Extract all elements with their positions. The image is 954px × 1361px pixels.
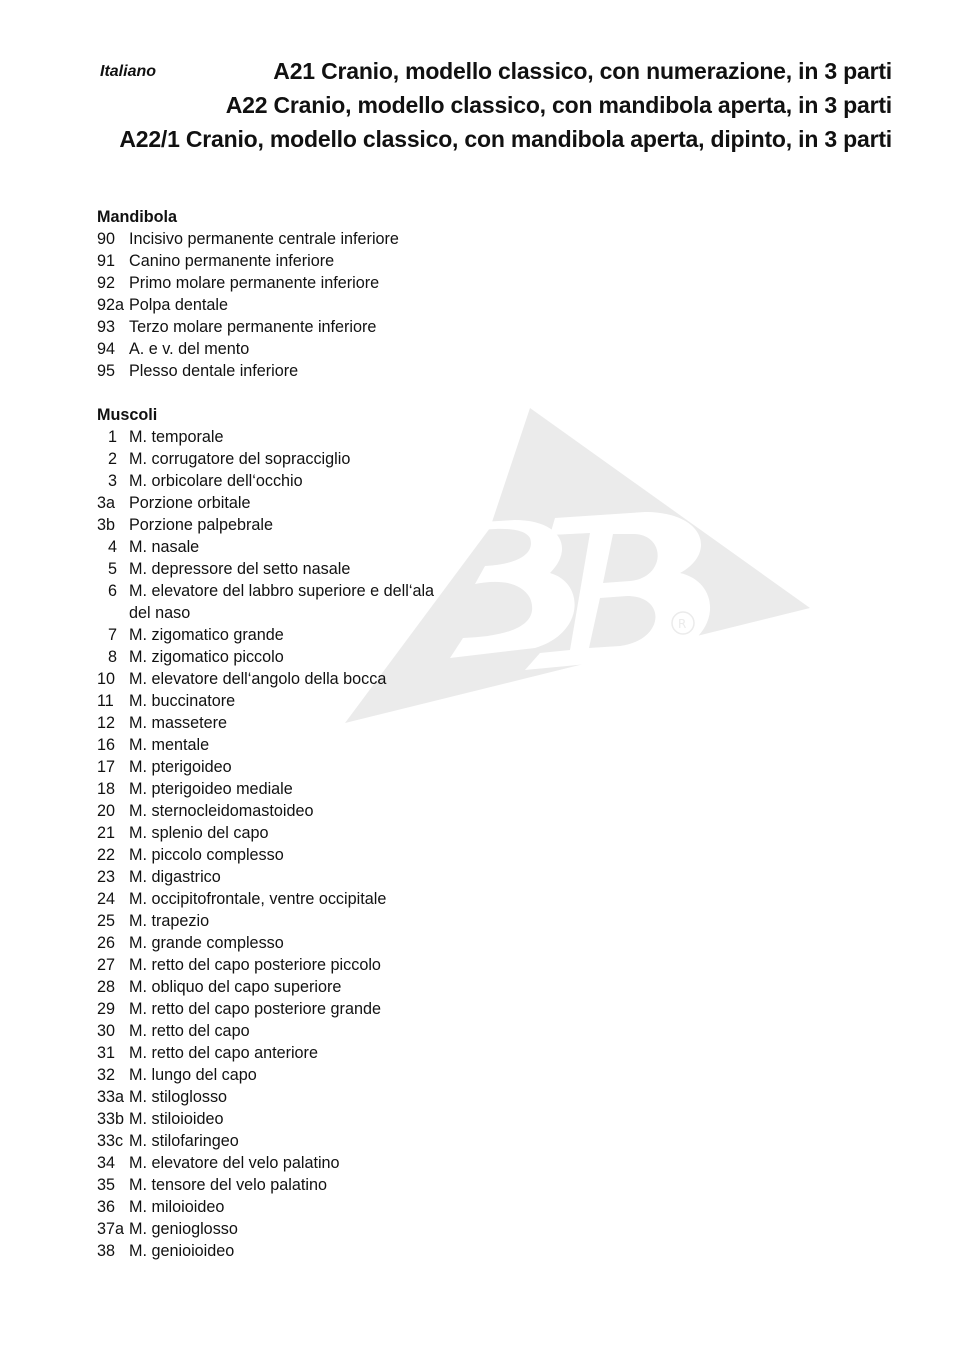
item-label: M. sternocleidomastoideo xyxy=(129,802,314,820)
list-item xyxy=(97,932,459,954)
item-number: 23 xyxy=(97,868,116,886)
list-item xyxy=(97,646,459,668)
list-item xyxy=(97,888,459,910)
item-number: 92 xyxy=(97,274,116,292)
item-label: Porzione orbitale xyxy=(129,494,251,512)
item-label: M. retto del capo anteriore xyxy=(129,1044,318,1062)
item-number: 27 xyxy=(97,956,116,974)
item-label: M. tensore del velo palatino xyxy=(129,1176,327,1194)
item-number: 32 xyxy=(97,1066,116,1084)
item-number: 37a xyxy=(97,1220,125,1238)
item-number: 24 xyxy=(97,890,116,908)
item-label: Polpa dentale xyxy=(129,296,229,314)
item-number: 31 xyxy=(97,1044,116,1062)
list-item xyxy=(97,668,459,690)
list-item xyxy=(97,756,459,778)
list-item xyxy=(97,624,459,646)
item-number: 38 xyxy=(97,1242,116,1260)
item-number: 1 xyxy=(107,428,117,446)
list-item xyxy=(97,426,459,448)
item-number: 26 xyxy=(97,934,116,952)
item-number: 10 xyxy=(97,670,116,688)
list-item xyxy=(97,1196,459,1218)
list-item xyxy=(97,976,459,998)
item-number: 2 xyxy=(107,450,117,468)
list-item xyxy=(97,800,459,822)
item-number: 36 xyxy=(97,1198,116,1216)
list-item xyxy=(97,844,459,866)
item-number: 29 xyxy=(97,1000,116,1018)
item-number: 90 xyxy=(97,230,116,248)
item-label: M. depressore del setto nasale xyxy=(129,560,351,578)
item-number: 95 xyxy=(97,362,116,380)
list-item xyxy=(97,580,459,624)
item-label: Primo molare permanente inferiore xyxy=(129,274,380,292)
section-mandibola xyxy=(97,206,459,382)
document-titles xyxy=(119,54,892,156)
item-label: Incisivo permanente centrale inferiore xyxy=(129,230,399,248)
language-label: Italiano xyxy=(100,63,157,80)
item-label: Terzo molare permanente inferiore xyxy=(129,318,377,336)
list-item xyxy=(97,448,459,470)
item-label: M. corrugatore del sopracciglio xyxy=(129,450,351,468)
item-number: 3a xyxy=(97,494,116,512)
item-label: M. genioioideo xyxy=(129,1242,235,1260)
section-heading: Mandibola xyxy=(97,208,178,226)
item-label: M. obliquo del capo superiore xyxy=(129,978,342,996)
list-item xyxy=(97,1108,459,1130)
item-number: 22 xyxy=(97,846,116,864)
list-item xyxy=(97,1130,459,1152)
item-label: M. elevatore dell‘angolo della bocca xyxy=(129,670,387,688)
item-number: 33b xyxy=(97,1110,125,1128)
item-label: Canino permanente inferiore xyxy=(129,252,335,270)
item-label: M. stiloglosso xyxy=(129,1088,228,1106)
item-number: 3b xyxy=(97,516,116,534)
item-number: 16 xyxy=(97,736,116,754)
item-number: 4 xyxy=(107,538,117,556)
item-label: M. elevatore del velo palatino xyxy=(129,1154,340,1172)
item-label: M. stiloioideo xyxy=(129,1110,224,1128)
title-a21: A21 Cranio, modello classico, con numerazione, in 3 parti xyxy=(273,58,892,84)
section-heading: Muscoli xyxy=(97,406,158,424)
item-number: 11 xyxy=(97,692,114,710)
item-number: 92a xyxy=(97,296,125,314)
title-a22-1: A22/1 Cranio, modello classico, con mandibola aperta, dipinto, in 3 parti xyxy=(119,126,892,152)
list-item xyxy=(97,866,459,888)
list-item xyxy=(97,822,459,844)
list-item xyxy=(97,492,459,514)
list-item xyxy=(97,514,459,536)
list-item xyxy=(97,1174,459,1196)
list-item xyxy=(97,536,459,558)
item-number: 7 xyxy=(107,626,117,644)
item-label: Porzione palpebrale xyxy=(129,516,273,534)
item-label: M. genioglosso xyxy=(129,1220,238,1238)
content xyxy=(97,206,459,1284)
list-item xyxy=(97,1152,459,1174)
item-number: 35 xyxy=(97,1176,116,1194)
item-label: M. digastrico xyxy=(129,868,221,886)
item-number: 33c xyxy=(97,1132,124,1150)
item-label: M. occipitofrontale, ventre occipitale xyxy=(129,890,387,908)
section-muscoli xyxy=(97,404,459,1262)
item-number: 91 xyxy=(97,252,116,270)
item-label: A. e v. del mento xyxy=(129,340,250,358)
list-item xyxy=(97,1218,459,1240)
item-label: M. lungo del capo xyxy=(129,1066,257,1084)
item-label: M. retto del capo posteriore piccolo xyxy=(129,956,381,974)
item-label: M. pterigoideo xyxy=(129,758,232,776)
list-item xyxy=(97,1086,459,1108)
item-label: M. elevatore del labbro superiore e dell‘ala del naso xyxy=(129,582,435,622)
svg-text:R: R xyxy=(678,617,687,631)
item-label: M. miloioideo xyxy=(129,1198,225,1216)
list-item xyxy=(97,470,459,492)
list-item xyxy=(97,998,459,1020)
item-number: 8 xyxy=(107,648,117,666)
item-label: M. retto del capo xyxy=(129,1022,250,1040)
list-item xyxy=(97,360,459,382)
list-item xyxy=(97,910,459,932)
item-number: 30 xyxy=(97,1022,116,1040)
list-item xyxy=(97,1042,459,1064)
item-label: M. buccinatore xyxy=(129,692,236,710)
item-label: M. splenio del capo xyxy=(129,824,269,842)
list-item xyxy=(97,734,459,756)
item-label: M. trapezio xyxy=(129,912,210,930)
item-label: M. zigomatico piccolo xyxy=(129,648,284,666)
item-number: 6 xyxy=(107,582,117,600)
list-item xyxy=(97,316,459,338)
list-item xyxy=(97,1064,459,1086)
list-item xyxy=(97,272,459,294)
item-number: 34 xyxy=(97,1154,116,1172)
list-item xyxy=(97,778,459,800)
item-label: M. piccolo complesso xyxy=(129,846,284,864)
item-number: 94 xyxy=(97,340,116,358)
item-number: 17 xyxy=(97,758,116,776)
item-number: 20 xyxy=(97,802,116,820)
item-number: 28 xyxy=(97,978,116,996)
item-number: 12 xyxy=(97,714,116,732)
item-number: 93 xyxy=(97,318,116,336)
item-number: 21 xyxy=(97,824,116,842)
item-label: M. stilofaringeo xyxy=(129,1132,239,1150)
item-label: M. massetere xyxy=(129,714,228,732)
item-label: M. orbicolare dell‘occhio xyxy=(129,472,303,490)
item-number: 5 xyxy=(107,560,117,578)
list-item xyxy=(97,712,459,734)
item-label: M. temporale xyxy=(129,428,224,446)
list-item xyxy=(97,558,459,580)
item-number: 18 xyxy=(97,780,116,798)
list-item xyxy=(97,338,459,360)
item-label: M. nasale xyxy=(129,538,200,556)
list-item xyxy=(97,690,459,712)
item-label: M. zigomatico grande xyxy=(129,626,284,644)
list-item xyxy=(97,954,459,976)
item-number: 25 xyxy=(97,912,116,930)
item-label: Plesso dentale inferiore xyxy=(129,362,299,380)
list-item xyxy=(97,294,459,316)
list-item xyxy=(97,250,459,272)
item-label: M. pterigoideo mediale xyxy=(129,780,293,798)
item-number: 3 xyxy=(107,472,117,490)
item-label: M. retto del capo posteriore grande xyxy=(129,1000,381,1018)
list-item xyxy=(97,1240,459,1262)
title-a22: A22 Cranio, modello classico, con mandibola aperta, in 3 parti xyxy=(225,92,892,118)
item-label: M. grande complesso xyxy=(129,934,284,952)
list-item xyxy=(97,1020,459,1042)
item-label: M. mentale xyxy=(129,736,210,754)
item-number: 33a xyxy=(97,1088,125,1106)
list-item xyxy=(97,228,459,250)
